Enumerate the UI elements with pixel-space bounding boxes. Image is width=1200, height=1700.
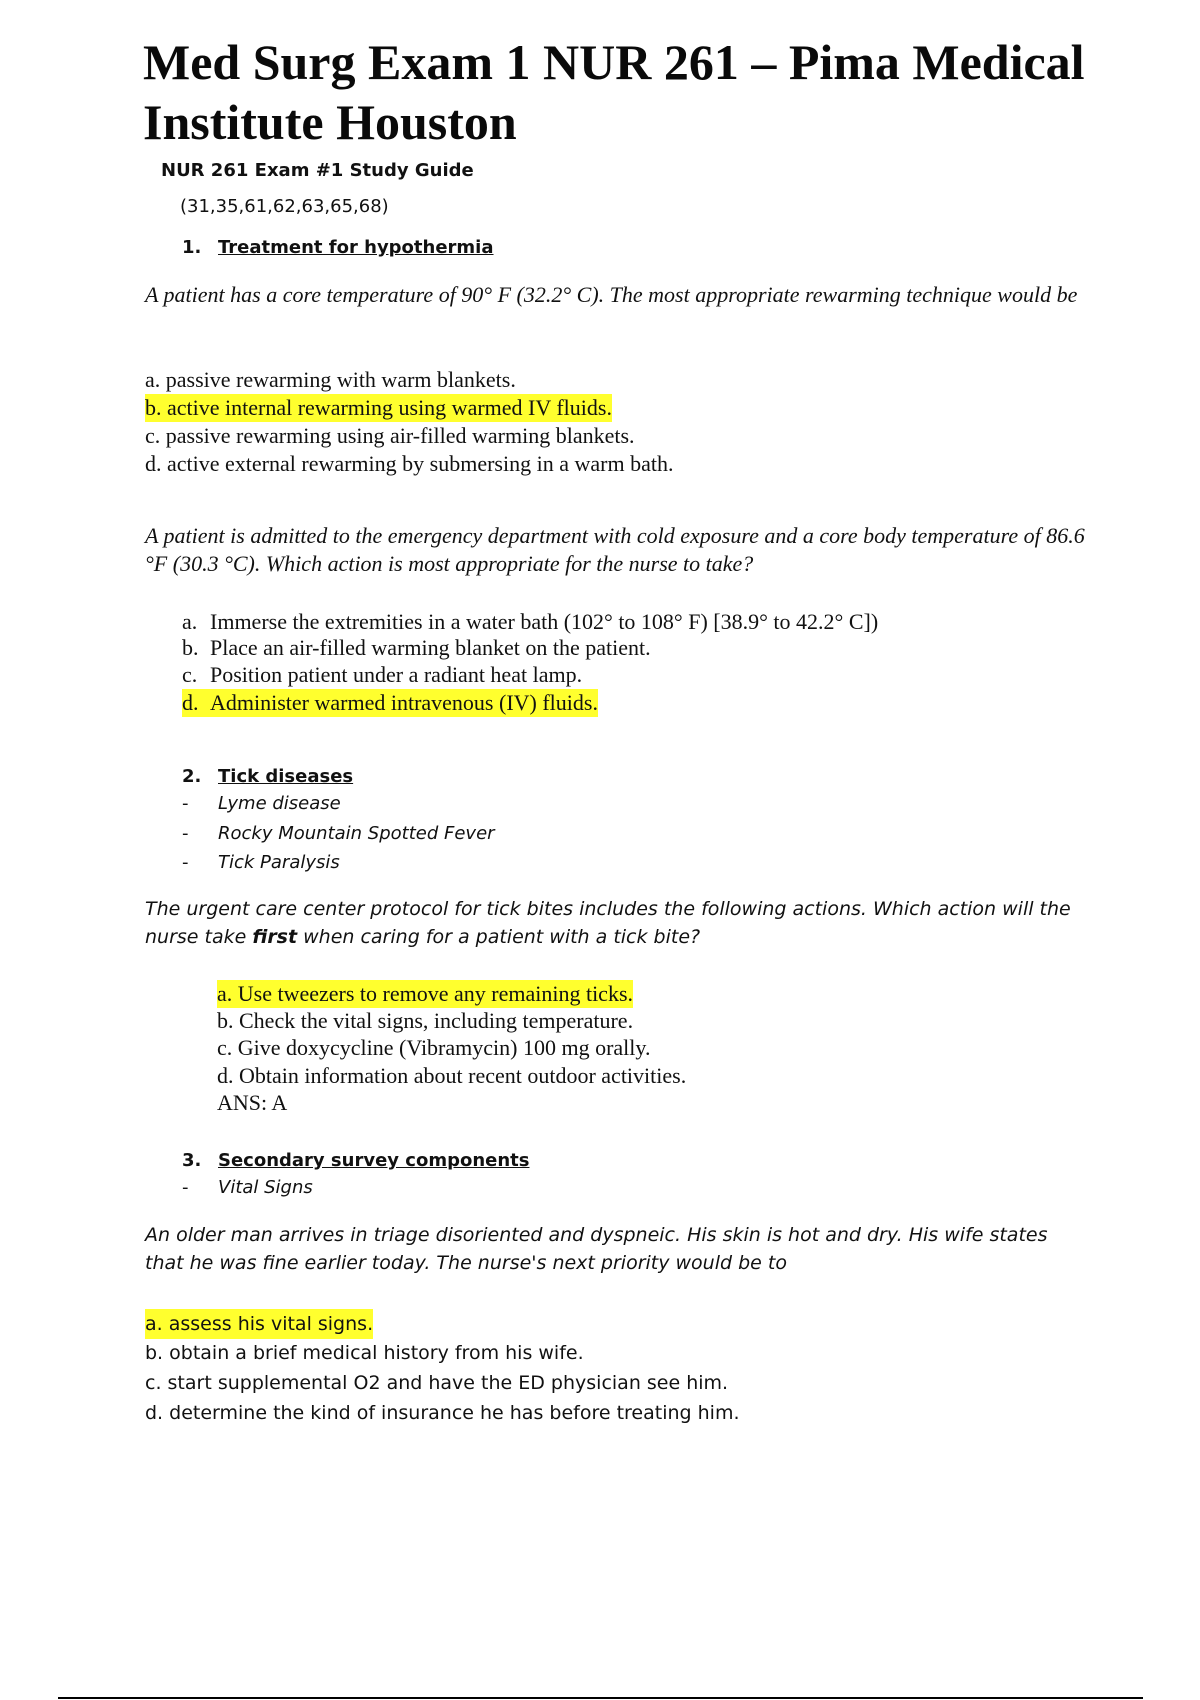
bullet-text: Tick Paralysis [218,852,340,873]
answer-option: a. passive rewarming with warm blankets. [145,367,516,392]
option-text: Position patient under a radiant heat lamp. [210,662,583,687]
answer-option: c. start supplemental O2 and have the ED physician see him. [145,1372,729,1394]
bullet-item: - Rocky Mountain Spotted Fever [182,823,495,844]
answer-option: d. Obtain information about recent outdoor activities. [217,1063,687,1088]
bottom-rule [58,1697,1143,1699]
section-label: Tick diseases [218,766,354,787]
question-tick-bite [145,895,1085,951]
chapter-list: (31,35,61,62,63,65,68) [180,196,389,217]
question-emphasis: first [252,926,298,948]
question-text: when caring for a patient with a tick bite? [297,926,701,948]
document-title-line2: Institute Houston [143,94,517,150]
answer-option-correct: a. assess his vital signs. [145,1309,373,1339]
option-letter: a. [182,609,198,634]
answer-option [182,661,582,689]
option-text: Administer warmed intravenous (IV) fluids. [210,690,598,715]
answer-option: b. Check the vital signs, including temperature. [217,1008,634,1033]
bullet-text: Vital Signs [218,1177,313,1198]
answer-option-correct [182,689,598,717]
option-letter: c. [182,662,198,687]
study-guide-subtitle: NUR 261 Exam #1 Study Guide [161,160,474,181]
section-number: 3. [182,1150,202,1171]
answer-option-correct: b. active internal rewarming using warmed IV fluids. [145,395,612,420]
section-label: Treatment for hypothermia [218,237,494,258]
answer-option [182,608,878,636]
question-text: The urgent care center protocol for tick bites includes the following actions. Which action will the nurse take [145,898,1071,948]
option-text: Immerse the extremities in a water bath (102° to 108° F) [38.9° to 42.2° C]) [210,609,879,634]
section-heading-secondary-survey [182,1150,529,1171]
option-letter: b. [182,635,199,660]
bullet-item: - Tick Paralysis [182,852,340,873]
answer-option-correct: a. Use tweezers to remove any remaining ticks. [217,981,634,1006]
bullet-item: - Vital Signs [182,1177,313,1198]
option-text: Place an air-filled warming blanket on the patient. [210,635,651,660]
question-secondary-survey: An older man arrives in triage disoriented and dyspneic. His skin is hot and dry. His wife states that he was fine earlier today. The nurse's next priority would be to [145,1224,1048,1274]
question-hypothermia-2: A patient is admitted to the emergency department with cold exposure and a core body temperature of 86.6 °F (30.3 °C). Which action is most appropriate for the nurse to take? [145,523,1085,576]
answer-option: d. active external rewarming by submersing in a warm bath. [145,451,674,476]
answer-key: ANS: A [217,1090,288,1115]
section-label: Secondary survey components [218,1150,530,1171]
document-title-line1: Med Surg Exam 1 NUR 261 – Pima Medical [143,34,1085,90]
answer-option: c. Give doxycycline (Vibramycin) 100 mg orally. [217,1035,651,1060]
bullet-item: - Lyme disease [182,793,341,814]
answer-option: b. obtain a brief medical history from his wife. [145,1342,584,1364]
section-heading-hypothermia [182,237,494,258]
answer-option [182,634,651,662]
answer-option: d. determine the kind of insurance he has before treating him. [145,1402,740,1424]
section-number: 1. [182,237,202,258]
bullet-text: Lyme disease [218,793,341,814]
question-hypothermia-1: A patient has a core temperature of 90° F (32.2° C). The most appropriate rewarming technique would be [145,282,1078,307]
answer-option: c. passive rewarming using air-filled warming blankets. [145,423,635,448]
section-number: 2. [182,766,202,787]
section-heading-tick-diseases [182,766,353,787]
option-letter: d. [182,690,199,715]
bullet-text: Rocky Mountain Spotted Fever [218,823,495,844]
